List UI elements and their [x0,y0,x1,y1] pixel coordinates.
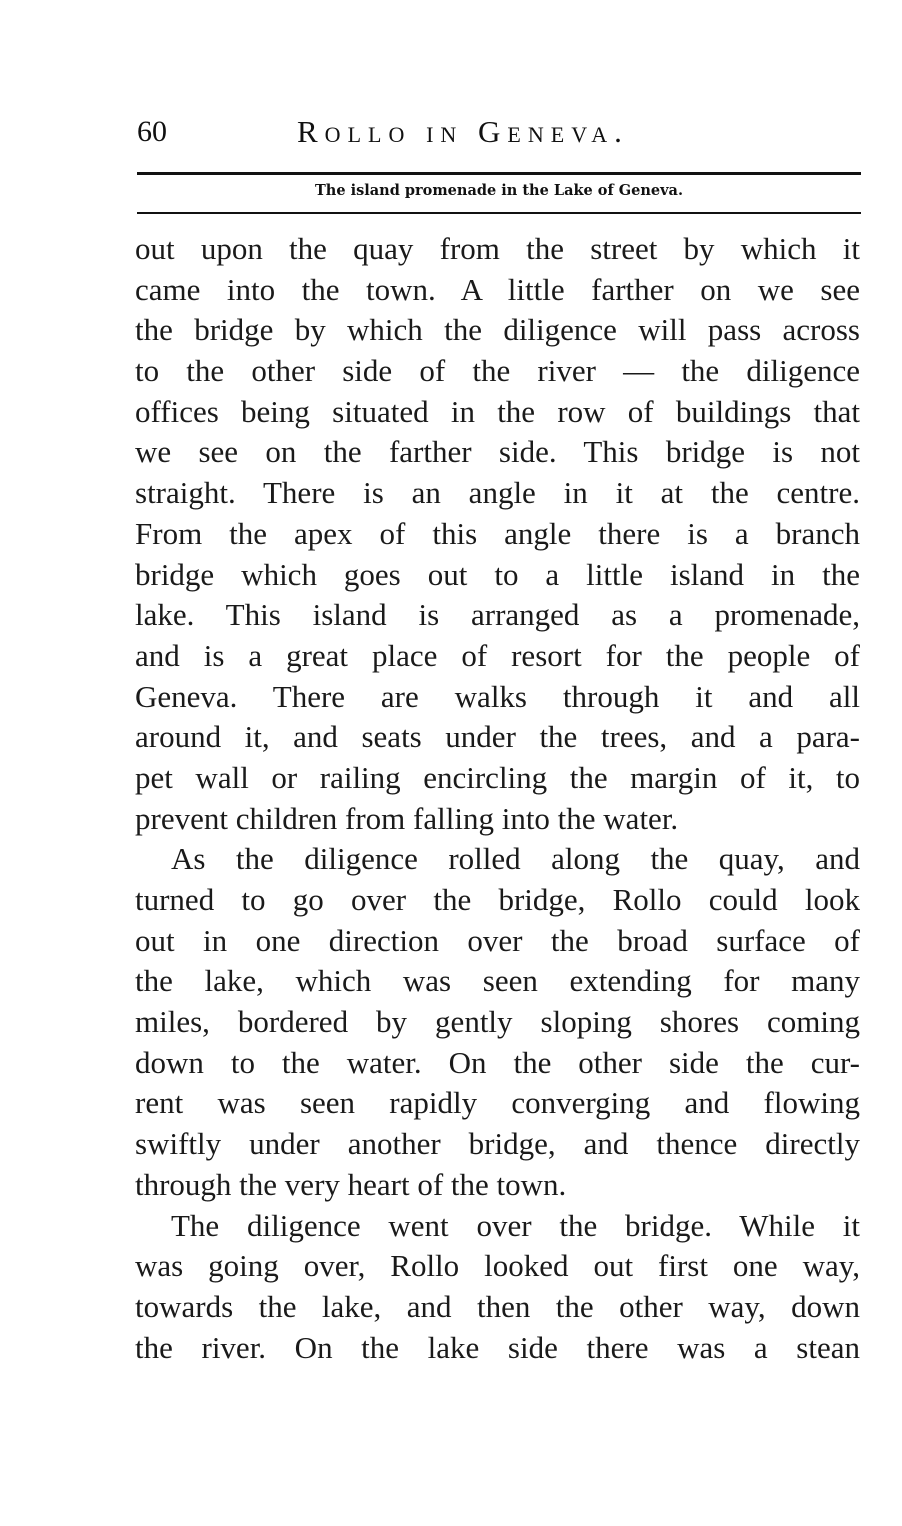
text-line: bridge which goes out to a little island in the [135,556,860,592]
text-line: the lake, which was seen extending for many [135,963,860,999]
text-line: pet wall or railing encircling the margin of it, to [135,759,860,795]
text-line: around it, and seats under the trees, and a para- [135,719,860,755]
text-line: down to the water. On the other side the cur- [135,1044,860,1080]
text-line: to the other side of the river — the diligence [135,353,860,389]
text-line: rent was seen rapidly converging and flowing [135,1085,860,1121]
text-line: turned to go over the bridge, Rollo could look [135,882,860,917]
text-line: swiftly under another bridge, and thence directly [135,1126,860,1162]
text-line: prevent children from falling into the water. [135,800,679,836]
text-line: and is a great place of resort for the people of [135,637,860,673]
text-line: offices being situated in the row of buildings that [135,393,860,429]
text-line: Geneva. There are walks through it and all [135,678,860,714]
text-line: out upon the quay from the street by which it [135,231,860,266]
page-header [137,112,862,156]
running-title: Rollo in Geneva. [297,114,629,149]
text-line: we see on the farther side. This bridge is not [135,434,860,470]
text-line: miles, bordered by gently sloping shores coming [135,1004,860,1040]
text-line: lake. This island is arranged as a promenade, [135,597,860,633]
text-line: straight. There is an angle in it at the centre. [135,475,860,511]
text-line: towards the lake, and then the other way, down [135,1288,860,1324]
text-line: The diligence went over the bridge. While it [171,1207,860,1243]
text-line: was going over, Rollo looked out first one way, [135,1248,860,1284]
text-line: came into the town. A little farther on we see [135,271,860,307]
text-line: the bridge by which the diligence will pass across [135,312,860,348]
body-text [135,229,860,1368]
header-rule-bottom [137,212,861,214]
section-subheading: The island promenade in the Lake of Geneva. [314,182,683,199]
text-line: From the apex of this angle there is a branch [135,515,860,551]
text-line: As the diligence rolled along the quay, and [171,841,860,877]
text-line: the river. On the lake side there was a stean [135,1329,860,1365]
page-number: 60 [137,115,167,148]
text-line: out in one direction over the broad surface of [135,922,860,958]
header-rule-top [137,172,861,175]
text-line: through the very heart of the town. [135,1166,567,1202]
